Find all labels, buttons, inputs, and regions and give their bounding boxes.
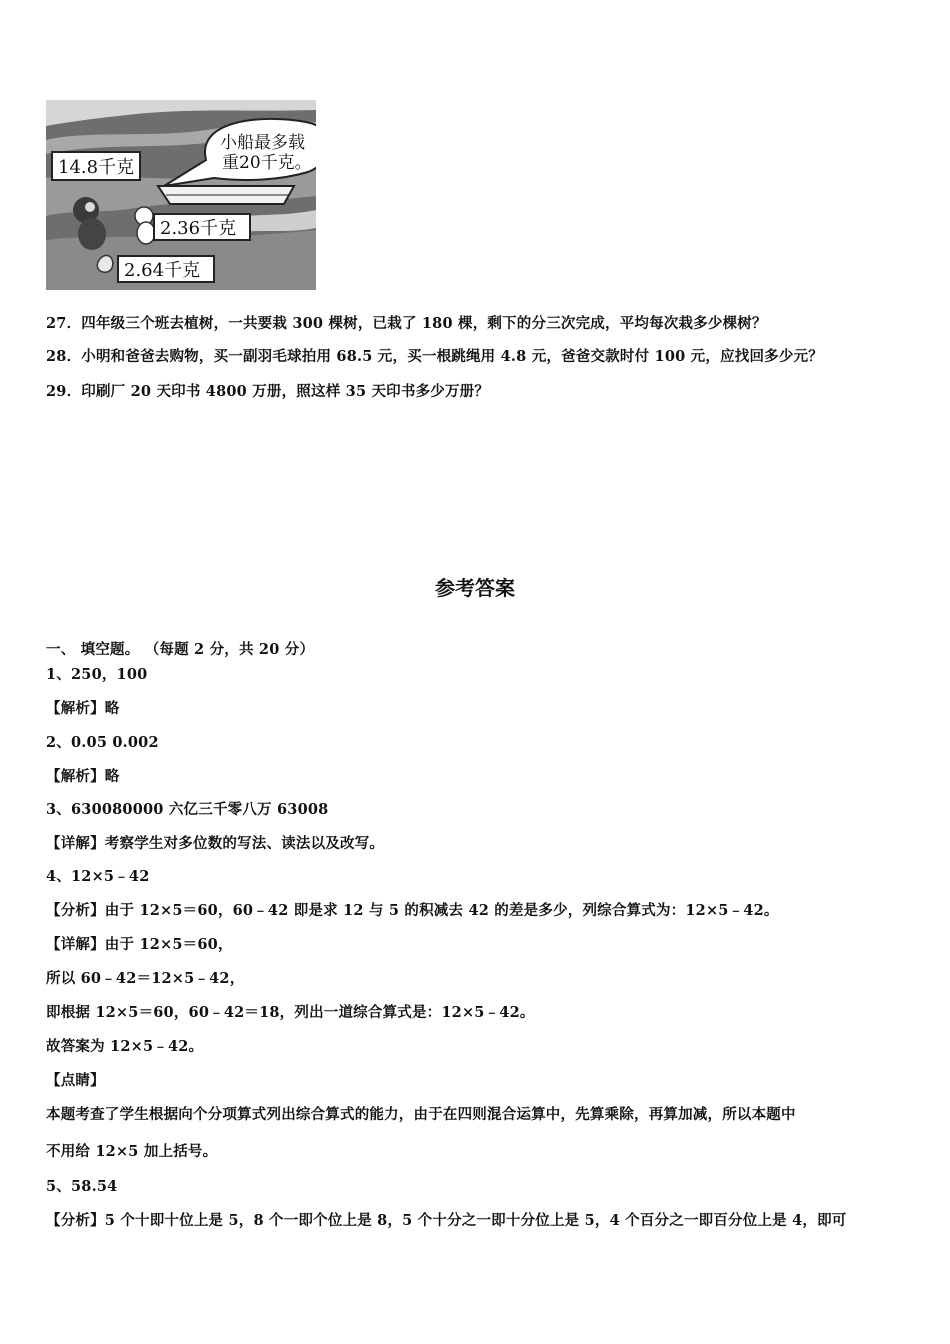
section-heading: 一、 填空题。 （每题 2 分，共 20 分） xyxy=(46,641,315,658)
detail-4-line-2: 所以 60﹣42＝12×5﹣42， xyxy=(46,970,245,987)
answer-1: 1、250，100 xyxy=(46,666,148,683)
answer-5: 5、58.54 xyxy=(46,1178,118,1195)
answer-3: 3、630080000 六亿三千零八万 63008 xyxy=(46,801,329,818)
detail-3: 【详解】考察学生对多位数的写法、读法以及改写。 xyxy=(46,835,385,852)
answer-4: 4、12×5﹣42 xyxy=(46,868,150,885)
detail-4: 【详解】由于 12×5＝60， xyxy=(46,936,233,953)
boat-scale-illustration xyxy=(46,100,316,290)
question-29: 29．印刷厂 20 天印书 4800 万册，照这样 35 天印书多少万册？ xyxy=(46,383,490,400)
weight-label-a: 14.8千克 xyxy=(58,157,135,178)
analysis-4: 【分析】由于 12×5＝60，60﹣42 即是求 12 与 5 的积减去 42 的差是多少，列综合算式为：12×5﹣42。 xyxy=(46,902,779,919)
answer-2: 2、0.05 0.002 xyxy=(46,734,159,751)
weight-label-c: 2.64千克 xyxy=(124,260,201,281)
analysis-2: 【解析】略 xyxy=(46,768,120,785)
answer-4-conclusion: 故答案为 12×5﹣42。 xyxy=(46,1038,204,1055)
weight-label-b: 2.36千克 xyxy=(160,218,237,239)
analysis-5: 【分析】5 个十即十位上是 5，8 个一即个位上是 8，5 个十分之一即十分位上是 5，4 个百分之一即百分位上是 4，即可 xyxy=(46,1212,847,1229)
remark-line-1: 本题考查了学生根据向个分项算式列出综合算式的能力，由于在四则混合运算中，先算乘除，再算加减，所以本题中 xyxy=(46,1106,796,1123)
remark-heading: 【点睛】 xyxy=(46,1072,105,1089)
speech-bubble-line-1: 小船最多载 xyxy=(220,133,305,153)
question-28: 28．小明和爸爸去购物，买一副羽毛球拍用 68.5 元，买一根跳绳用 4.8 元，爸爸交款时付 100 元，应找回多少元？ xyxy=(46,348,823,365)
remark-line-2: 不用给 12×5 加上括号。 xyxy=(46,1143,218,1160)
question-27: 27．四年级三个班去植树，一共要栽 300 棵树，已栽了 180 棵，剩下的分三次完成，平均每次栽多少棵树？ xyxy=(46,315,767,332)
speech-bubble-line-2: 重20千克。 xyxy=(222,153,312,173)
analysis-1: 【解析】略 xyxy=(46,700,120,717)
answers-title: 参考答案 xyxy=(435,576,515,600)
detail-4-line-3: 即根据 12×5＝60，60﹣42＝18，列出一道综合算式是：12×5﹣42。 xyxy=(46,1004,535,1021)
